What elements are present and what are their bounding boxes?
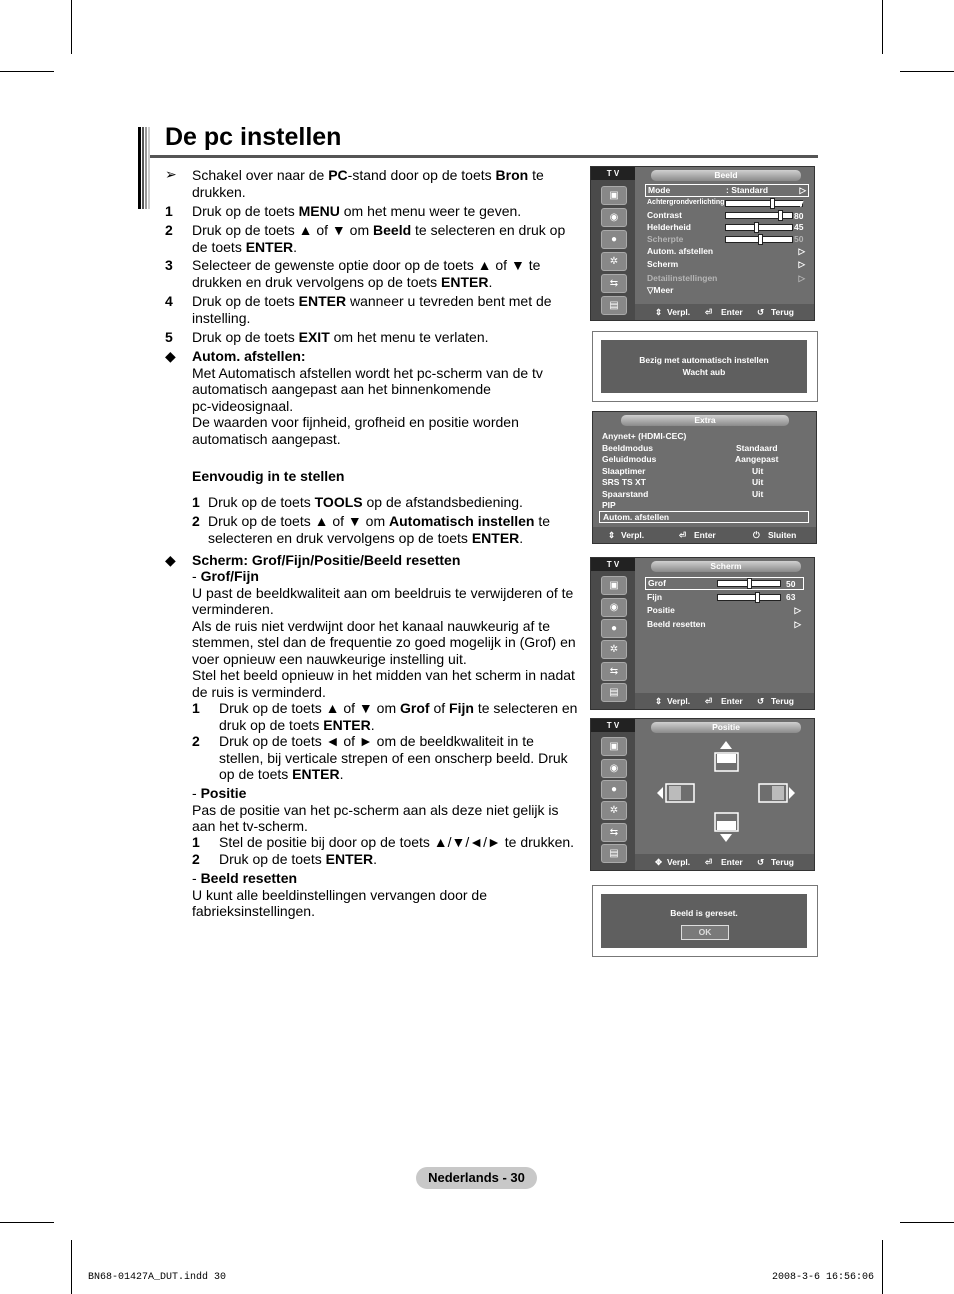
enter-icon: ⏎ <box>679 530 687 540</box>
crop-mark <box>0 1222 54 1223</box>
osd-slider-backlight[interactable] <box>725 200 803 207</box>
osd-scherm-menu <box>590 557 815 710</box>
arrow-up-icon[interactable] <box>720 741 732 749</box>
picture-icon: ▣ <box>601 737 627 756</box>
arrow-right-icon: ▷ <box>794 619 801 629</box>
step-number: 1 <box>192 834 200 850</box>
crop-mark <box>900 1222 954 1223</box>
osd-tv-label: T V <box>591 167 635 180</box>
arrow-right-icon: ▷ <box>798 259 805 269</box>
positie-section: - Positie Pas de positie van het pc-scherm aan als deze niet gelijk is aan het tv-scherm. <box>192 785 559 834</box>
crop-mark <box>0 71 54 72</box>
dialog-busy-body: Bezig met automatisch instellen Wacht aub <box>601 340 807 393</box>
intro-arrow-icon: ➢ <box>165 166 177 182</box>
setup-icon: ✲ <box>601 801 627 820</box>
osd-extra-row[interactable]: PIP <box>602 500 616 510</box>
osd-footer: ⇕ Verpl. ⏎ Enter ↺ Terug <box>635 693 814 709</box>
osd-slider-grof[interactable] <box>717 580 781 587</box>
dialog-busy <box>592 331 818 402</box>
move-icon: ⇕ <box>655 696 663 706</box>
print-info-right: 2008-3-6 16:56:06 <box>772 1272 875 1283</box>
osd-footer: ⇕ Verpl. ⏎ Enter ⏻ Sluiten <box>593 527 816 543</box>
osd-item-backlight[interactable]: Achtergrondverlichting <box>647 199 725 206</box>
autom-section: Autom. afstellen: Met Automatisch afstellen wordt het pc-scherm van de tv automatisch aangepast aan het binnenkomende pc-videosignaal. De waarden voor fijnheid, grofheid en positie worden automatisch aangepast. <box>192 348 543 447</box>
osd-value: 80 <box>794 211 804 221</box>
osd-slider-sharpness <box>725 236 793 243</box>
move-icon: ✥ <box>655 857 663 867</box>
enter-icon: ⏎ <box>705 857 713 867</box>
step-number: 2 <box>192 851 200 867</box>
exit-icon: ⏻ <box>753 530 760 540</box>
setup-icon: ✲ <box>601 252 627 271</box>
osd-item-reset[interactable]: Beeld resetten ▷ <box>647 619 801 629</box>
osd-item-brightness[interactable]: Helderheid <box>647 222 691 232</box>
return-icon: ↺ <box>757 307 765 317</box>
intro-text: Schakel over naar de PC-stand door op de toets Bron te drukken. <box>192 167 544 200</box>
arrow-down-icon[interactable] <box>720 834 732 842</box>
osd-extra-row[interactable]: Spaarstand Uit <box>602 489 764 499</box>
step-number: 2 <box>192 733 200 749</box>
slider-knob <box>778 210 783 221</box>
frame-fill <box>717 821 736 830</box>
picture-icon: ▣ <box>601 576 627 595</box>
osd-tv-label: T V <box>591 719 635 732</box>
dialog-reset-body: Beeld is gereset. OK <box>601 894 807 948</box>
arrow-right-icon: ▷ <box>798 246 805 256</box>
frame-fill <box>717 754 736 763</box>
reset-section: - Beeld resetten U kunt alle beeldinstellingen vervangen door de fabrieksinstellingen. <box>192 870 487 919</box>
crop-mark <box>900 71 954 72</box>
osd-extra-row[interactable]: Beeldmodus Standaard <box>602 443 778 453</box>
osd-item-contrast[interactable]: Contrast <box>647 210 682 220</box>
arrow-left-icon[interactable] <box>657 787 663 799</box>
crop-mark <box>882 0 883 54</box>
osd-item-more[interactable]: ▽Meer <box>647 285 674 295</box>
osd-item-grof[interactable]: Grof <box>645 577 804 590</box>
osd-tv-label: T V <box>591 558 635 571</box>
input-icon: ⇆ <box>601 274 627 293</box>
osd-extra-selected[interactable]: Autom. afstellen <box>599 511 809 523</box>
step-number: 4 <box>165 293 173 309</box>
title-decoration <box>138 127 150 209</box>
position-arrows-graphic <box>635 737 813 847</box>
page-footer: Nederlands - 30 <box>416 1167 537 1189</box>
sound-icon: ◉ <box>601 759 627 778</box>
arrow-right-icon: ▷ <box>794 605 801 615</box>
osd-value: 45 <box>794 222 804 232</box>
easy-step-2: Druk op de toets ▲ of ▼ om Automatisch instellen te selecteren en druk vervolgens op de toets ENTER. <box>208 513 551 546</box>
osd-value: 50 <box>786 579 796 589</box>
osd-extra-row[interactable]: Anynet+ (HDMI-CEC) <box>602 431 687 441</box>
step-number: 1 <box>165 203 173 219</box>
osd-slider-brightness[interactable] <box>725 224 793 231</box>
osd-beeld-menu <box>590 166 815 321</box>
step-4: Druk op de toets ENTER wanneer u tevreden bent met de instelling. <box>192 293 552 326</box>
osd-extra-row[interactable]: Geluidmodus Aangepast <box>602 454 779 464</box>
osd-item-fijn[interactable]: Fijn <box>647 592 663 602</box>
step-2: Druk op de toets ▲ of ▼ om Beeld te selecteren en druk op de toets ENTER. <box>192 222 566 255</box>
osd-slider-fijn[interactable] <box>717 594 781 601</box>
easy-step-1: Druk op de toets TOOLS op de afstandsbediening. <box>208 494 523 510</box>
arrow-right-icon[interactable] <box>789 787 795 799</box>
channel-icon: ● <box>601 780 627 799</box>
ok-button[interactable]: OK <box>681 925 729 940</box>
step-number: 3 <box>165 257 173 273</box>
step-number: 2 <box>192 513 200 529</box>
osd-positie-menu <box>590 718 815 871</box>
positie-step-1: Stel de positie bij door op de toets ▲/▼/◄/► te drukken. <box>219 834 575 850</box>
osd-extra-row[interactable]: SRS TS XT Uit <box>602 477 764 487</box>
channel-icon: ● <box>601 230 627 249</box>
diamond-bullet-icon: ◆ <box>165 552 176 568</box>
slider-knob <box>747 578 752 589</box>
osd-footer: ✥ Verpl. ⏎ Enter ↺ Terug <box>635 854 814 870</box>
crop-mark <box>71 1240 72 1294</box>
slider-knob <box>770 198 775 209</box>
picture-icon: ▣ <box>601 186 627 205</box>
osd-item-positie[interactable]: Positie ▷ <box>647 605 801 615</box>
grof-step-1: Druk op de toets ▲ of ▼ om Grof of Fijn te selecteren en druk op de toets ENTER. <box>219 700 578 733</box>
osd-item-sharpness: Scherpte <box>647 234 684 244</box>
title-rule <box>150 155 818 158</box>
setup-icon: ✲ <box>601 640 627 659</box>
osd-extra-menu <box>592 411 817 544</box>
slider-knob <box>754 222 759 233</box>
slider-knob <box>758 234 763 245</box>
osd-item-mode[interactable]: Mode : Standard ▷ <box>645 184 809 197</box>
osd-slider-contrast[interactable] <box>725 212 793 219</box>
print-info-left: BN68-01427A_DUT.indd 30 <box>88 1272 227 1283</box>
input-icon: ⇆ <box>601 662 627 681</box>
enter-icon: ⏎ <box>705 307 713 317</box>
channel-icon: ● <box>601 619 627 638</box>
sound-icon: ◉ <box>601 598 627 617</box>
page-title: De pc instellen <box>165 123 342 151</box>
input-icon: ⇆ <box>601 823 627 842</box>
enter-icon: ⏎ <box>705 696 713 706</box>
grof-step-2: Druk op de toets ◄ of ► om de beeldkwaliteit in te stellen, bij verticale strepen of een onscherp beeld. Druk op de toets ENTER. <box>219 733 568 782</box>
move-icon: ⇕ <box>655 307 663 317</box>
autom-subheading: Eenvoudig in te stellen <box>192 468 345 484</box>
return-icon: ↺ <box>757 696 765 706</box>
frame-fill <box>772 786 784 800</box>
support-icon: ▤ <box>601 844 627 863</box>
osd-footer: ⇕ Verpl. ⏎ Enter ↺ Terug <box>635 304 814 320</box>
osd-header: Extra <box>621 415 789 426</box>
return-icon: ↺ <box>757 857 765 867</box>
dialog-reset <box>592 885 818 957</box>
crop-mark <box>71 0 72 54</box>
arrow-right-icon: ▷ <box>799 185 806 195</box>
osd-item-autom[interactable]: Autom. afstellen ▷ <box>647 246 805 256</box>
osd-value: 63 <box>786 592 796 602</box>
step-number: 1 <box>192 494 200 510</box>
scherm-heading: Scherm: Grof/Fijn/Positie/Beeld resetten <box>192 552 461 568</box>
osd-header: Scherm <box>651 561 801 572</box>
diamond-bullet-icon: ◆ <box>165 348 176 364</box>
step-1: Druk op de toets MENU om het menu weer te geven. <box>192 203 522 219</box>
step-number: 1 <box>192 700 200 716</box>
frame-fill <box>669 786 681 800</box>
slider-knob <box>755 592 760 603</box>
step-3: Selecteer de gewenste optie door op de toets ▲ of ▼ te drukken en druk vervolgens op de toets ENTER. <box>192 257 541 290</box>
osd-value: 7 <box>799 199 804 209</box>
sound-icon: ◉ <box>601 208 627 227</box>
osd-header: Positie <box>651 722 801 733</box>
osd-item-detail: Detailinstellingen ▷ <box>647 273 805 283</box>
step-number: 5 <box>165 329 173 345</box>
grof-fijn-section: - Grof/Fijn U past de beeldkwaliteit aan om beeldruis te verwijderen of te verminderen. Als de ruis niet verdwijnt door het kanaal nauwkeurig af te stemmen, stel dan de frequentie zo goed mogelijk in (Grof) en voer opnieuw een nauwkeurige instelling uit. Stel het beeld opnieuw in het midden van het scherm in nadat de ruis is verminderd. <box>192 568 576 700</box>
crop-mark <box>882 1240 883 1294</box>
step-5: Druk op de toets EXIT om het menu te verlaten. <box>192 329 489 345</box>
positie-step-2: Druk op de toets ENTER. <box>219 851 377 867</box>
support-icon: ▤ <box>601 296 627 315</box>
support-icon: ▤ <box>601 683 627 702</box>
osd-item-scherm[interactable]: Scherm ▷ <box>647 259 805 269</box>
move-icon: ⇕ <box>608 530 616 540</box>
arrow-right-icon: ▷ <box>798 273 805 283</box>
osd-header: Beeld <box>651 170 801 181</box>
osd-value: 50 <box>794 234 804 244</box>
step-number: 2 <box>165 222 173 238</box>
osd-extra-row[interactable]: Slaaptimer Uit <box>602 466 764 476</box>
